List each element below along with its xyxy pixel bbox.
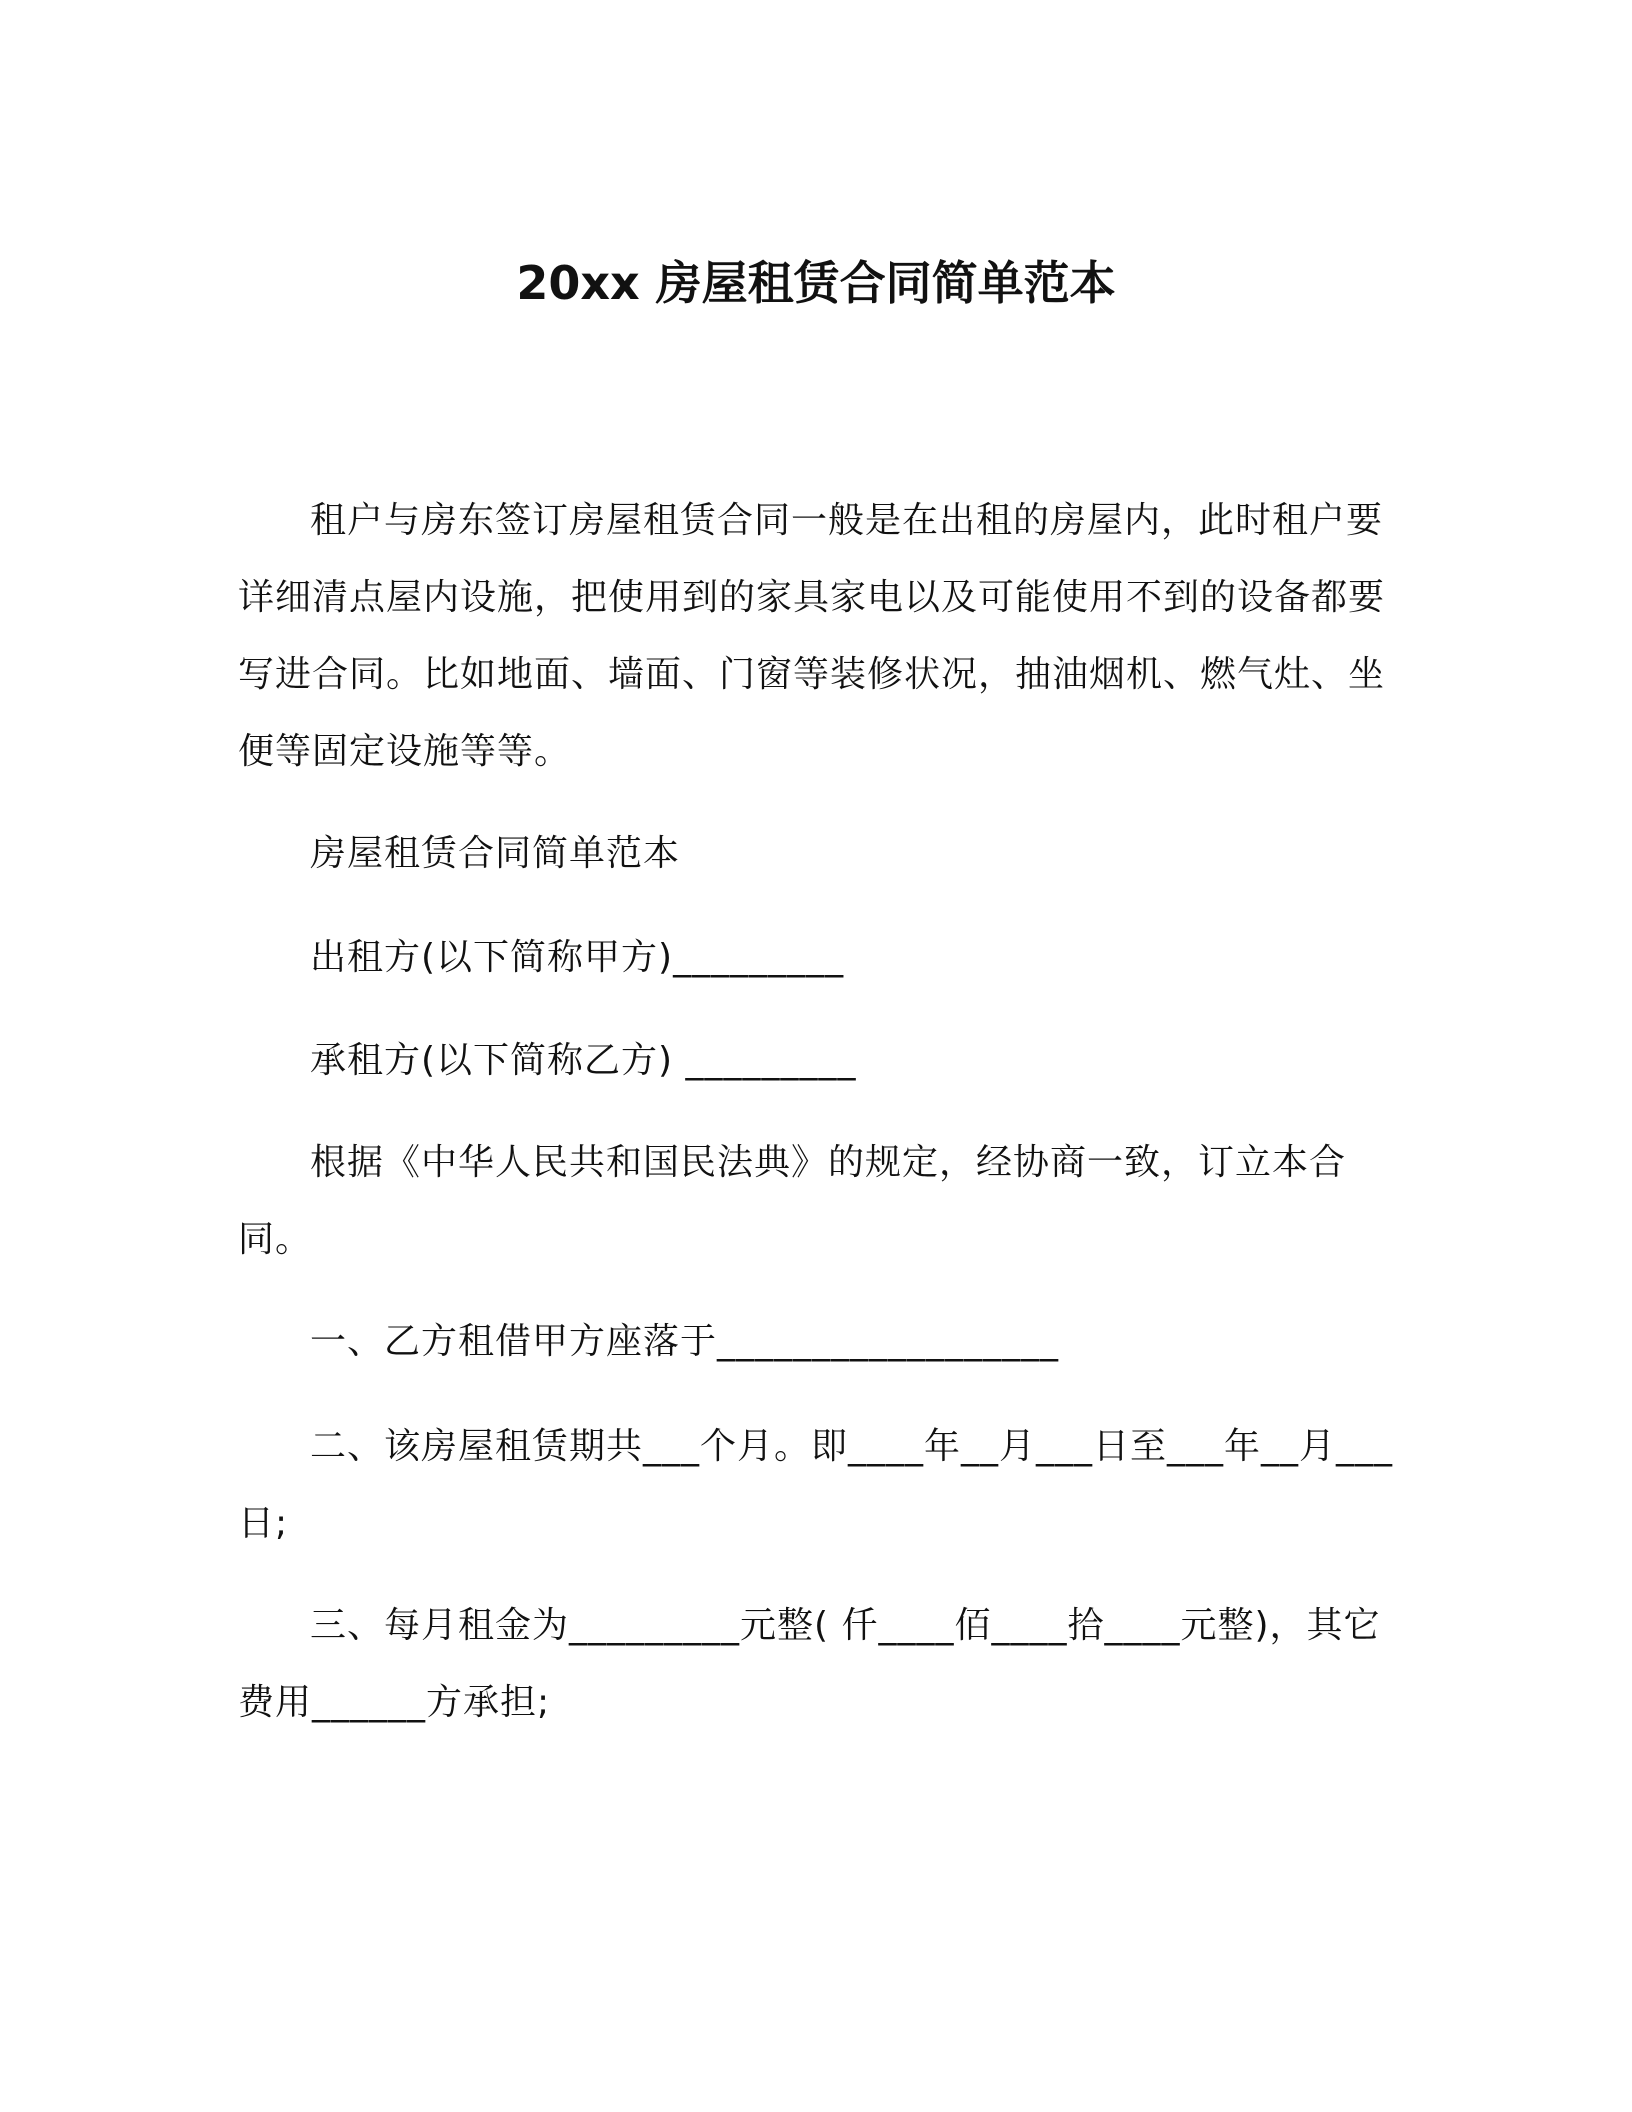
party-a-block: [238, 919, 1398, 996]
basis-paragraph: 根据《中华人民共和国民法典》的规定，经协商一致，订立本合同。: [238, 1142, 1347, 1260]
clause-1: 一、乙方租借甲方座落于__________________: [310, 1321, 1060, 1362]
clause-3: 三、每月租金为_________元整( 仟____佰____拾____元整)，其它费用______方承担;: [238, 1605, 1381, 1723]
clause-2-block: [238, 1408, 1398, 1562]
clause-3-block: [238, 1587, 1398, 1741]
clause-1-block: [238, 1303, 1398, 1380]
basis-block: [238, 1124, 1398, 1278]
clause-2: 二、该房屋租赁期共___个月。即____年__月___日至___年__月___日;: [238, 1426, 1394, 1544]
document-title: 20xx 房屋租赁合同简单范本: [516, 255, 1116, 310]
intro-paragraph: 租户与房东签订房屋租赁合同一般是在出租的房屋内，此时租户要详细清点屋内设施，把使用到的家具家电以及可能使用不到的设备都要写进合同。比如地面、墙面、门窗等装修状况，抽油烟机、燃气灶、坐便等固定设施等等。: [238, 500, 1386, 772]
party-b-block: [238, 1022, 1398, 1099]
intro-block: [238, 482, 1398, 790]
subtitle-block: [238, 815, 1398, 892]
party-b-line: 承租方(以下简称乙方) _________: [310, 1040, 857, 1081]
contract-subtitle: 房屋租赁合同简单范本: [310, 833, 681, 874]
party-a-line: 出租方(以下简称甲方)_________: [310, 937, 845, 978]
